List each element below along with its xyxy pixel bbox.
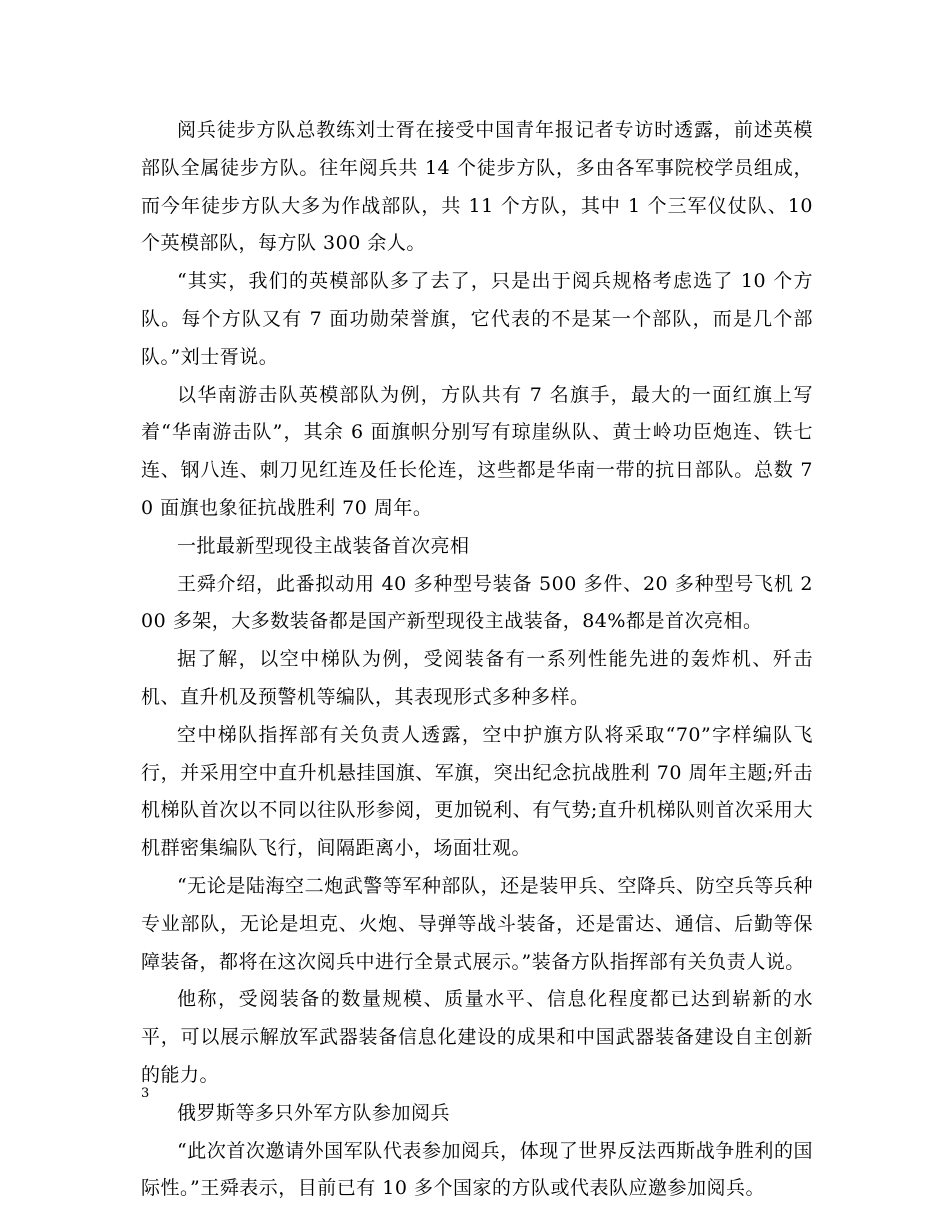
paragraph: 王舜介绍，此番拟动用 40 多种型号装备 500 多件、20 多种型号飞机 200 多架，大多数装备都是国产新型现役主战装备，84%都是首次亮相。	[141, 572, 813, 633]
document-body	[141, 112, 813, 1208]
paragraph: “其实，我们的英模部队多了去了，只是出于阅兵规格考虑选了 10 个方队。每个方队又有 7 面功勋荣誉旗，它代表的不是某一个部队，而是几个部队。”刘士胥说。	[141, 270, 813, 368]
paragraph: 以华南游击队英模部队为例，方队共有 7 名旗手，最大的一面红旗上写着“华南游击队”，其余 6 面旗帜分别写有琼崖纵队、黄士岭功臣炮连、铁七连、钢八连、刺刀见红连及任长伦连，这些都是华南一带的抗日部队。总数 70 面旗也象征抗战胜利 70 周年。	[141, 383, 813, 519]
section-heading: 俄罗斯等多只外军方队参加阅兵	[177, 1101, 451, 1124]
paragraph: “无论是陆海空二炮武警等军种部队，还是装甲兵、空降兵、防空兵等兵种专业部队，无论是坦克、火炮、导弹等战斗装备，还是雷达、通信、后勤等保障装备，都将在这次阅兵中进行全景式展示。”装备方队指挥部有关负责人说。	[141, 874, 813, 973]
section-heading: 一批最新型现役主战装备首次亮相	[177, 534, 470, 557]
paragraph: 他称，受阅装备的数量规模、质量水平、信息化程度都已达到崭新的水平，可以展示解放军武器装备信息化建设的成果和中国武器装备建设自主创新的能力。	[141, 988, 813, 1086]
paragraph: 阅兵徒步方队总教练刘士胥在接受中国青年报记者专访时透露，前述英模部队全属徒步方队。往年阅兵共 14 个徒步方队，多由各军事院校学员组成，而今年徒步方队大多为作战部队，共 11 个方队，其中 1 个三军仪仗队、10 个英模部队，每方队 300 余人。	[141, 119, 813, 255]
paragraph: “此次首次邀请外国军队代表参加阅兵，体现了世界反法西斯战争胜利的国际性。”王舜表示，目前已有 10 多个国家的方队或代表队应邀参加阅兵。	[141, 1139, 813, 1200]
page-number: 3	[141, 1086, 150, 1101]
paragraph: 空中梯队指挥部有关负责人透露，空中护旗方队将采取“70”字样编队飞行，并采用空中直升机悬挂国旗、军旗，突出纪念抗战胜利 70 周年主题;歼击机梯队首次以不同以往队形参阅，更加锐利、有气势;直升机梯队则首次采用大机群密集编队飞行，间隔距离小，场面壮观。	[141, 723, 813, 860]
paragraph: 据了解，以空中梯队为例，受阅装备有一系列性能先进的轰炸机、歼击机、直升机及预警机等编队，其表现形式多种多样。	[141, 648, 813, 708]
